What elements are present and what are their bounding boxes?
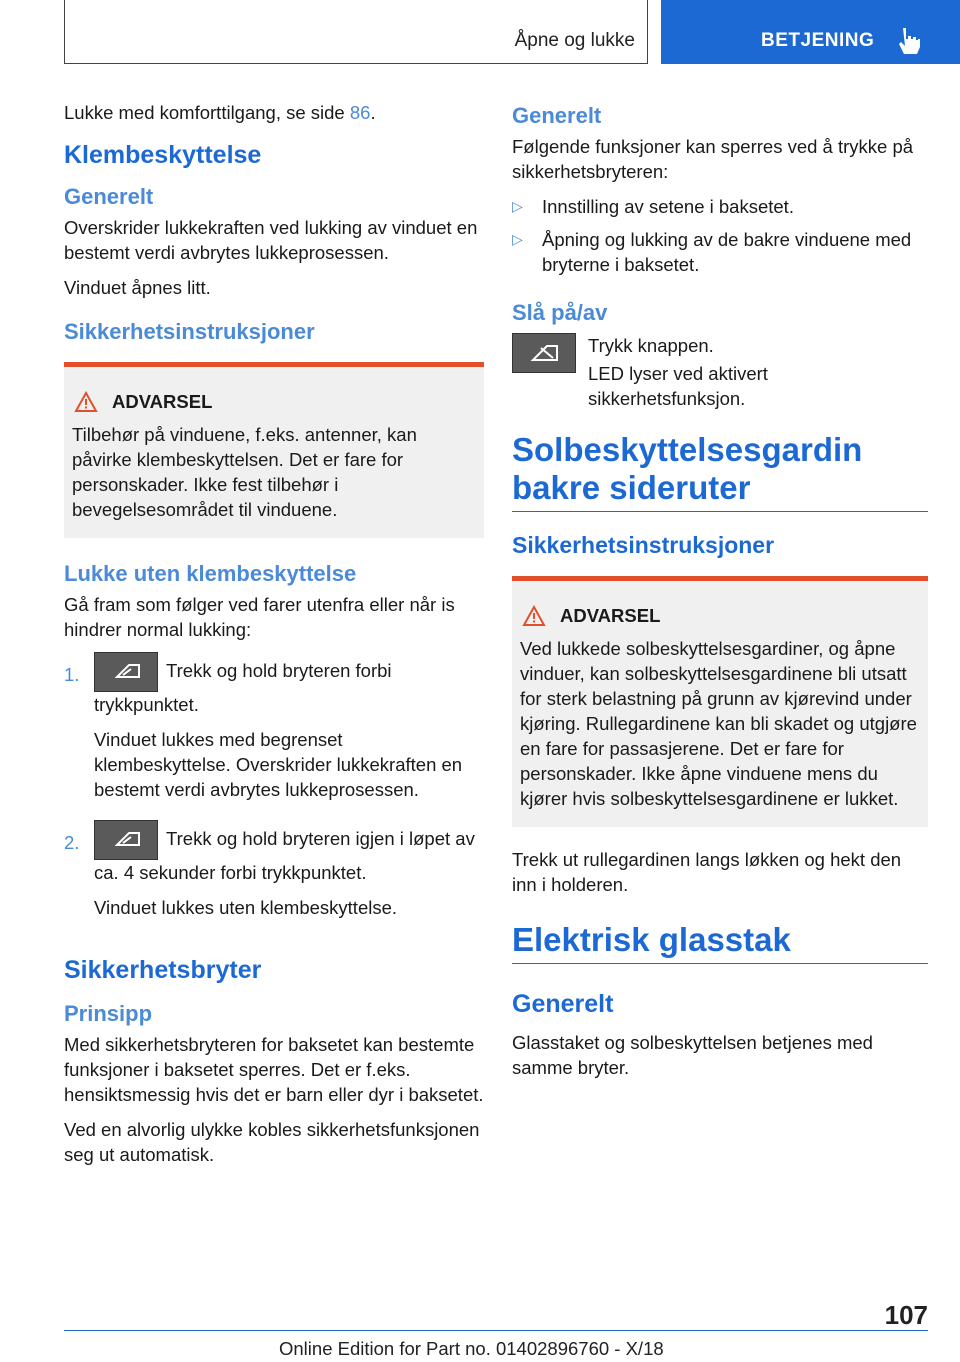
heading-sikkerhetsinstruksjoner: Sikkerhetsinstruksjoner: [64, 319, 315, 344]
header-section-title: Åpne og lukke: [514, 30, 635, 51]
warning-title: ADVARSEL: [520, 603, 920, 628]
heading-generelt: Generelt: [64, 184, 154, 209]
paragraph: Glasstaket og solbeskyttelsen betjenes med samme bryter.: [512, 1032, 873, 1078]
warning-triangle-icon: [74, 391, 98, 413]
window-switch-icon: [94, 820, 158, 860]
step-subtext: Vinduet lukkes uten klembeskyttelse.: [94, 897, 398, 918]
paragraph: Med sikkerhetsbryteren for baksetet kan bestemte funksjoner i baksetet sperres. Det er f.eks. hensiktsmessig hvis det er barn eller dyr i baksetet.: [64, 1034, 484, 1105]
heading-sikkerhetsbryter: Sikkerhetsbryter: [64, 956, 262, 984]
warning-triangle-icon: [522, 605, 546, 627]
warning-box: [64, 362, 484, 538]
heading-elektrisk-glasstak: Elektrisk glasstak: [512, 921, 928, 964]
paragraph: Vinduet åpnes litt.: [64, 277, 211, 298]
safety-switch-icon: [512, 333, 576, 373]
bullet-triangle-icon: ▷: [512, 198, 523, 214]
warning-text: Tilbehør på vinduene, f.eks. antenner, kan påvirke klembeskyttelsen. Det er fare for personskader. Ikke fest tilbehør i bevegelsesområdet til vinduene.: [72, 424, 417, 520]
heading-prinsipp: Prinsipp: [64, 1001, 153, 1026]
warning-text: Ved lukkede solbeskyttelsesgardiner, og åpne vinduer, kan solbeskyttelsesgardinene bli utsatt for sterk belastning på grunn av kjørevind under kjøring. Rullegardinene kan bli skadet og utgjøre en fare for passasjerene. Det er fare for personskader. Ikke åpne vinduene mens du kjører hvis solbeskyttelsesgardinene er lukket.: [520, 638, 917, 809]
warning-title: ADVARSEL: [72, 389, 476, 414]
list-item: ▷ Åpning og lukking av de bakre vinduene med bryterne i baksetet.: [512, 229, 912, 275]
heading-lukke-uten: Lukke uten klembeskyttelse: [64, 561, 357, 586]
heading-klembeskyttelse: Klembeskyttelse: [64, 141, 262, 169]
intro-text: Lukke med komforttilgang, se side 86.: [64, 102, 376, 123]
page-link[interactable]: 86: [349, 102, 371, 123]
paragraph: Trekk ut rullegardinen langs løkken og hekt den inn i holderen.: [512, 849, 902, 895]
paragraph: Gå fram som følger ved farer utenfra eller når is hindrer normal lukking:: [64, 594, 455, 640]
warning-box: [512, 576, 928, 827]
page-number: 107: [884, 1300, 928, 1330]
step-subtext: Vinduet lukkes med begrenset klembeskyttelse. Overskrider lukkekraften en bestemt verdi avbrytes lukkeprosessen.: [94, 729, 463, 800]
heading-generelt: Generelt: [512, 990, 614, 1018]
list-item: ▷ Innstilling av setene i baksetet.: [512, 196, 794, 217]
list-item: [64, 820, 484, 930]
edition-text: Online Edition for Part no. 01402896760 - X/18: [279, 1338, 664, 1359]
step-number: 1.: [64, 664, 80, 685]
heading-generelt: Generelt: [512, 103, 602, 128]
heading-sla-pa-av: Slå på/av: [512, 300, 608, 325]
header-section-box: [64, 0, 648, 64]
paragraph: Ved en alvorlig ulykke kobles sikkerhetsfunksjonen seg ut automatisk.: [64, 1119, 480, 1165]
paragraph: Overskrider lukkekraften ved lukking av vinduet en bestemt verdi avbrytes lukkeprosessen.: [64, 217, 478, 263]
paragraph: Trykk knappen.: [588, 335, 714, 356]
header-chapter-title: BETJENING: [761, 30, 875, 51]
step-number: 2.: [64, 832, 80, 853]
footer-rule: [64, 1330, 928, 1331]
pointing-hand-icon: [897, 26, 923, 54]
header-chapter-box: [661, 0, 960, 64]
right-column: [512, 100, 928, 1090]
step-text: Trekk og hold bryteren forbi trykkpunktet.: [94, 659, 392, 715]
list-item: [64, 652, 484, 812]
paragraph: LED lyser ved aktivert sikkerhetsfunksjon.: [588, 363, 768, 409]
heading-sikkerhetsinstruksjoner: Sikkerhetsinstruksjoner: [512, 532, 775, 558]
left-column: [64, 100, 484, 1177]
heading-solbeskyttelsesgardin: Solbeskyttelsesgardin bakre sideruter: [512, 431, 928, 512]
bullet-triangle-icon: ▷: [512, 231, 523, 247]
window-switch-icon: [94, 652, 158, 692]
step-text: Trekk og hold bryteren igjen i løpet av ca. 4 sekunder forbi trykkpunktet.: [94, 827, 475, 883]
paragraph: Følgende funksjoner kan sperres ved å trykke på sikkerhetsbryteren:: [512, 136, 914, 182]
